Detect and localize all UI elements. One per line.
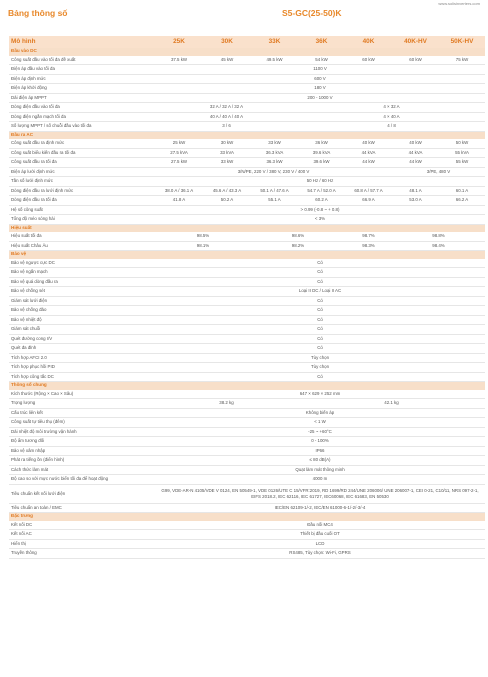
row-value: 40 kW [345, 139, 392, 148]
row-value: 33 kW [203, 158, 251, 168]
row-value: 25 kW [155, 139, 203, 148]
header-label: Mô hình [9, 36, 155, 48]
row-value: 44 kW [392, 158, 439, 168]
section-row [9, 382, 485, 390]
row-value: 36 kW [298, 139, 345, 148]
row-value: 4000 m [155, 475, 485, 485]
row-value: Có [155, 306, 485, 316]
row-value: IEC/EN 62109-1/-2, IEC/EN 61000-6-1/-2/-3/-4 [155, 503, 485, 513]
row-value: < 3% [155, 215, 485, 225]
table-row [9, 158, 485, 168]
section-title: Đầu ra AC [9, 131, 485, 139]
row-value: 3/N/PE, 220 V / 380 V, 230 V / 400 V [155, 167, 392, 177]
table-row [9, 277, 485, 287]
row-value: -25 ~ +60°C [155, 427, 485, 437]
header-model: 50K-HV [439, 36, 485, 48]
row-value: 36.3 kVA [251, 148, 298, 158]
table-row [9, 503, 485, 513]
row-value: 98.6% [251, 232, 345, 241]
table-row [9, 437, 485, 447]
table-row [9, 344, 485, 354]
row-value: 37.5 kW [155, 56, 203, 65]
table-row [9, 232, 485, 241]
table-row [9, 465, 485, 475]
row-label: Bảo vệ quá dòng đầu ra [9, 277, 155, 287]
row-value: 50.1 A / 47.6 A [251, 186, 298, 196]
table-row [9, 399, 485, 409]
section-title: Đặc trưng [9, 513, 485, 521]
row-value: < 1 W [155, 418, 485, 428]
model-title: S5-GC(25-50)K [282, 8, 342, 18]
row-label: Điện áp định mức [9, 74, 155, 84]
row-value: Không biến áp [155, 408, 485, 418]
table-row [9, 177, 485, 187]
row-value: > 0.99 (-0.8 ~ + 0.8) [155, 205, 485, 215]
row-value: Có [155, 325, 485, 335]
row-value: RS485, Tùy chọn: Wi-Fi, GPRS [155, 549, 485, 559]
row-value: 53.0 A [392, 196, 439, 206]
row-value: 98.2% [251, 241, 345, 251]
row-value: Có [155, 334, 485, 344]
row-label: Dòng điện ngắn mạch tối đa [9, 112, 155, 122]
row-value: 3/PE, 480 V [392, 167, 485, 177]
row-label: Quét đường cong I/V [9, 334, 155, 344]
row-label: Tích hợp công tắc DC [9, 372, 155, 382]
row-value: 0 - 100% [155, 437, 485, 447]
row-label: Hiệu suất tối đa [9, 232, 155, 241]
row-label: Dòng điện đầu vào tối đa [9, 103, 155, 113]
header-model: 33K [251, 36, 298, 48]
row-value: 647 × 629 × 252 mm [155, 390, 485, 399]
header-model: 30K [203, 36, 251, 48]
row-label: Bảo vệ chống sét [9, 287, 155, 297]
row-value: 40 kW [392, 139, 439, 148]
row-value: Có [155, 315, 485, 325]
row-value: 54 kW [298, 56, 345, 65]
row-value: 49.5 kW [251, 56, 298, 65]
table-row [9, 139, 485, 148]
table-row [9, 103, 485, 113]
row-value: Tùy chọn [155, 353, 485, 363]
section-title: Đầu vào DC [9, 48, 485, 56]
website-url: www.solisinverters.com [438, 1, 480, 6]
row-value: 55 kW [439, 158, 485, 168]
table-row [9, 363, 485, 373]
row-value: Có [155, 268, 485, 278]
row-label: Điện áp khởi động [9, 84, 155, 94]
row-value: Thiết bị đầu cuối OT [155, 530, 485, 540]
table-row [9, 65, 485, 75]
row-label: Kết nối AC [9, 530, 155, 540]
row-label: Cấu trúc liên kết [9, 408, 155, 418]
table-row [9, 408, 485, 418]
row-value: 60.2 A [298, 196, 345, 206]
row-label: Bảo vệ chống đảo [9, 306, 155, 316]
spec-table [9, 36, 485, 559]
row-value: 38.2 kg [155, 399, 298, 409]
row-value: Tùy chọn [155, 363, 485, 373]
table-row [9, 287, 485, 297]
row-value: 60.1 A [439, 186, 485, 196]
row-label: Công suất đầu vào tối đa đề xuất [9, 56, 155, 65]
row-value: 180 V [155, 84, 485, 94]
table-row [9, 296, 485, 306]
row-label: Giám sát lưới điện [9, 296, 155, 306]
row-label: Tích hợp phục hồi PID [9, 363, 155, 373]
row-value: 98.1% [155, 241, 251, 251]
table-row [9, 446, 485, 456]
header-model: 36K [298, 36, 345, 48]
section-title: Bảo vệ [9, 251, 485, 259]
row-label: Công suất tự tiêu thụ (đêm) [9, 418, 155, 428]
table-row [9, 353, 485, 363]
row-label: Tần số lưới định mức [9, 177, 155, 187]
table-row [9, 418, 485, 428]
row-value: 3 / 6 [155, 122, 298, 132]
row-value: 75 kW [439, 56, 485, 65]
row-value: 1100 V [155, 65, 485, 75]
row-value: 4 × 40 A [298, 112, 485, 122]
row-label: Trọng lượng [9, 399, 155, 409]
row-label: Tổng độ méo sóng hài [9, 215, 155, 225]
row-value: 33 kVA [203, 148, 251, 158]
table-row [9, 84, 485, 94]
row-label: Điện áp lưới định mức [9, 167, 155, 177]
table-row [9, 521, 485, 530]
row-value: 40 A / 40 A / 40 A [155, 112, 298, 122]
header-model: 25K [155, 36, 203, 48]
table-row [9, 539, 485, 549]
row-value: 66.2 A [439, 196, 485, 206]
row-value: Có [155, 259, 485, 268]
row-value: Loại II DC / Loại II AC [155, 287, 485, 297]
row-value: 27.5 kW [155, 158, 203, 168]
row-label: Số lượng MPPT / số chuỗi đầu vào tối đa [9, 122, 155, 132]
row-label: Tiêu chuẩn an toàn / EMC [9, 503, 155, 513]
row-label: Bảo vệ ngược cực DC [9, 259, 155, 268]
row-value: G99, VDE-AR-N 4105/VDE V 0124, EN 50549-1, VDE 0126/UTE C 15/VFR:2019, RD 1699/RD 244/UNE 206006/ UNE 206007-1, CEI 0-21, C10/11, NRS 097-2-1, EIFS 2018.2, IEC 62116, IEC 61727, IEC60068, IEC 61683, EN 50530 [155, 484, 485, 503]
row-value: 44 kW [345, 158, 392, 168]
row-label: Phát ra tiếng ồn (điển hình) [9, 456, 155, 466]
table-row [9, 205, 485, 215]
table-row [9, 167, 485, 177]
doc-title: Bảng thông số [8, 8, 68, 18]
row-label: Giám sát chuỗi [9, 325, 155, 335]
row-value: 44 kVA [345, 148, 392, 158]
table-row [9, 306, 485, 316]
row-value: Có [155, 372, 485, 382]
row-value: Đầu nối MC4 [155, 521, 485, 530]
table-row [9, 241, 485, 251]
row-label: Hiệu suất Châu Âu [9, 241, 155, 251]
row-label: Công suất biểu kiến đầu ra tối đa [9, 148, 155, 158]
row-label: Độ cao so với mực nước biển tối đa để hoạt động [9, 475, 155, 485]
header-model: 40K [345, 36, 392, 48]
table-row [9, 456, 485, 466]
table-row [9, 484, 485, 503]
table-row [9, 334, 485, 344]
row-value: 54.7 A / 52.0 A [298, 186, 345, 196]
row-value: Có [155, 277, 485, 287]
row-value: 98.3% [345, 241, 392, 251]
row-value: IP66 [155, 446, 485, 456]
row-label: Kích thước (Rộng × Cao × Sâu) [9, 390, 155, 399]
row-label: Công suất đầu ra tối đa [9, 158, 155, 168]
row-label: Quét đa đỉnh [9, 344, 155, 354]
row-value: 50 kW [439, 139, 485, 148]
table-row [9, 215, 485, 225]
row-value: 41.8 A [155, 196, 203, 206]
row-value: 98.7% [345, 232, 392, 241]
row-value: 60 kW [345, 56, 392, 65]
row-value: 50.2 A [203, 196, 251, 206]
row-value: Có [155, 344, 485, 354]
row-label: Bảo vệ nhiệt độ [9, 315, 155, 325]
table-header-row [9, 36, 485, 48]
row-value: 32 A / 32 A / 32 A [155, 103, 298, 113]
table-row [9, 259, 485, 268]
section-title: Hiệu suất [9, 224, 485, 232]
table-row [9, 122, 485, 132]
row-value: 39.6 kW [298, 158, 345, 168]
row-value: Quạt làm mát thông minh [155, 465, 485, 475]
table-row [9, 549, 485, 559]
row-value: 66.9 A [345, 196, 392, 206]
table-row [9, 530, 485, 540]
row-label: Dòng điện đầu ra lưới định mức [9, 186, 155, 196]
row-label: Bảo vệ ngắn mạch [9, 268, 155, 278]
table-row [9, 148, 485, 158]
row-label: Dòng điện đầu ra tối đa [9, 196, 155, 206]
row-value: 36.3 kW [251, 158, 298, 168]
section-title: Thông số chung [9, 382, 485, 390]
header-model: 40K-HV [392, 36, 439, 48]
table-row [9, 93, 485, 103]
table-row [9, 315, 485, 325]
section-row [9, 48, 485, 56]
row-value: 33 kW [251, 139, 298, 148]
section-row [9, 224, 485, 232]
table-row [9, 372, 485, 382]
table-row [9, 268, 485, 278]
row-value: 50 Hz / 60 Hz [155, 177, 485, 187]
row-label: Dải nhiệt độ môi trường vận hành [9, 427, 155, 437]
table-row [9, 186, 485, 196]
row-value: 55 kVA [439, 148, 485, 158]
row-label: Hệ số công suất [9, 205, 155, 215]
row-value: 30 kW [203, 139, 251, 148]
table-row [9, 112, 485, 122]
row-value: 60.8 A / 57.7 A [345, 186, 392, 196]
row-value: 60 kW [392, 56, 439, 65]
row-label: Truyền thông [9, 549, 155, 559]
table-row [9, 475, 485, 485]
row-value: 55.1 A [251, 196, 298, 206]
table-row [9, 390, 485, 399]
row-value: 4 / 8 [298, 122, 485, 132]
table-row [9, 427, 485, 437]
row-value: LCD [155, 539, 485, 549]
row-value: 44 kVA [392, 148, 439, 158]
table-row [9, 196, 485, 206]
row-label: Điện áp đầu vào tối đa [9, 65, 155, 75]
row-value: 45.6 A / 43.3 A [203, 186, 251, 196]
row-value: 98.8% [392, 232, 485, 241]
row-label: Công suất đầu ra định mức [9, 139, 155, 148]
row-label: Bảo vệ xâm nhập [9, 446, 155, 456]
row-value: 48.1 A [392, 186, 439, 196]
row-value: 98.5% [155, 232, 251, 241]
section-row [9, 131, 485, 139]
row-value: 4 × 32 A [298, 103, 485, 113]
row-label: Kết nối DC [9, 521, 155, 530]
row-label: Hiển thị [9, 539, 155, 549]
row-label: Tiêu chuẩn kết nối lưới điện [9, 484, 155, 503]
section-row [9, 251, 485, 259]
row-value: Có [155, 296, 485, 306]
row-label: Tích hợp AFCI 2.0 [9, 353, 155, 363]
row-value: 38.0 A / 36.1 A [155, 186, 203, 196]
row-value: 45 kW [203, 56, 251, 65]
table-row [9, 325, 485, 335]
row-value: ≤ 80 dB(A) [155, 456, 485, 466]
row-value: 27.5 kVA [155, 148, 203, 158]
section-row [9, 513, 485, 521]
row-label: Dải điện áp MPPT [9, 93, 155, 103]
table-row [9, 74, 485, 84]
table-row [9, 56, 485, 65]
row-value: 98.4% [392, 241, 485, 251]
row-value: 200 - 1000 V [155, 93, 485, 103]
row-value: 600 V [155, 74, 485, 84]
row-value: 39.6 kVA [298, 148, 345, 158]
row-label: Cách thức làm mát [9, 465, 155, 475]
row-value: 42.1 kg [298, 399, 485, 409]
row-label: Độ ẩm tương đối [9, 437, 155, 447]
